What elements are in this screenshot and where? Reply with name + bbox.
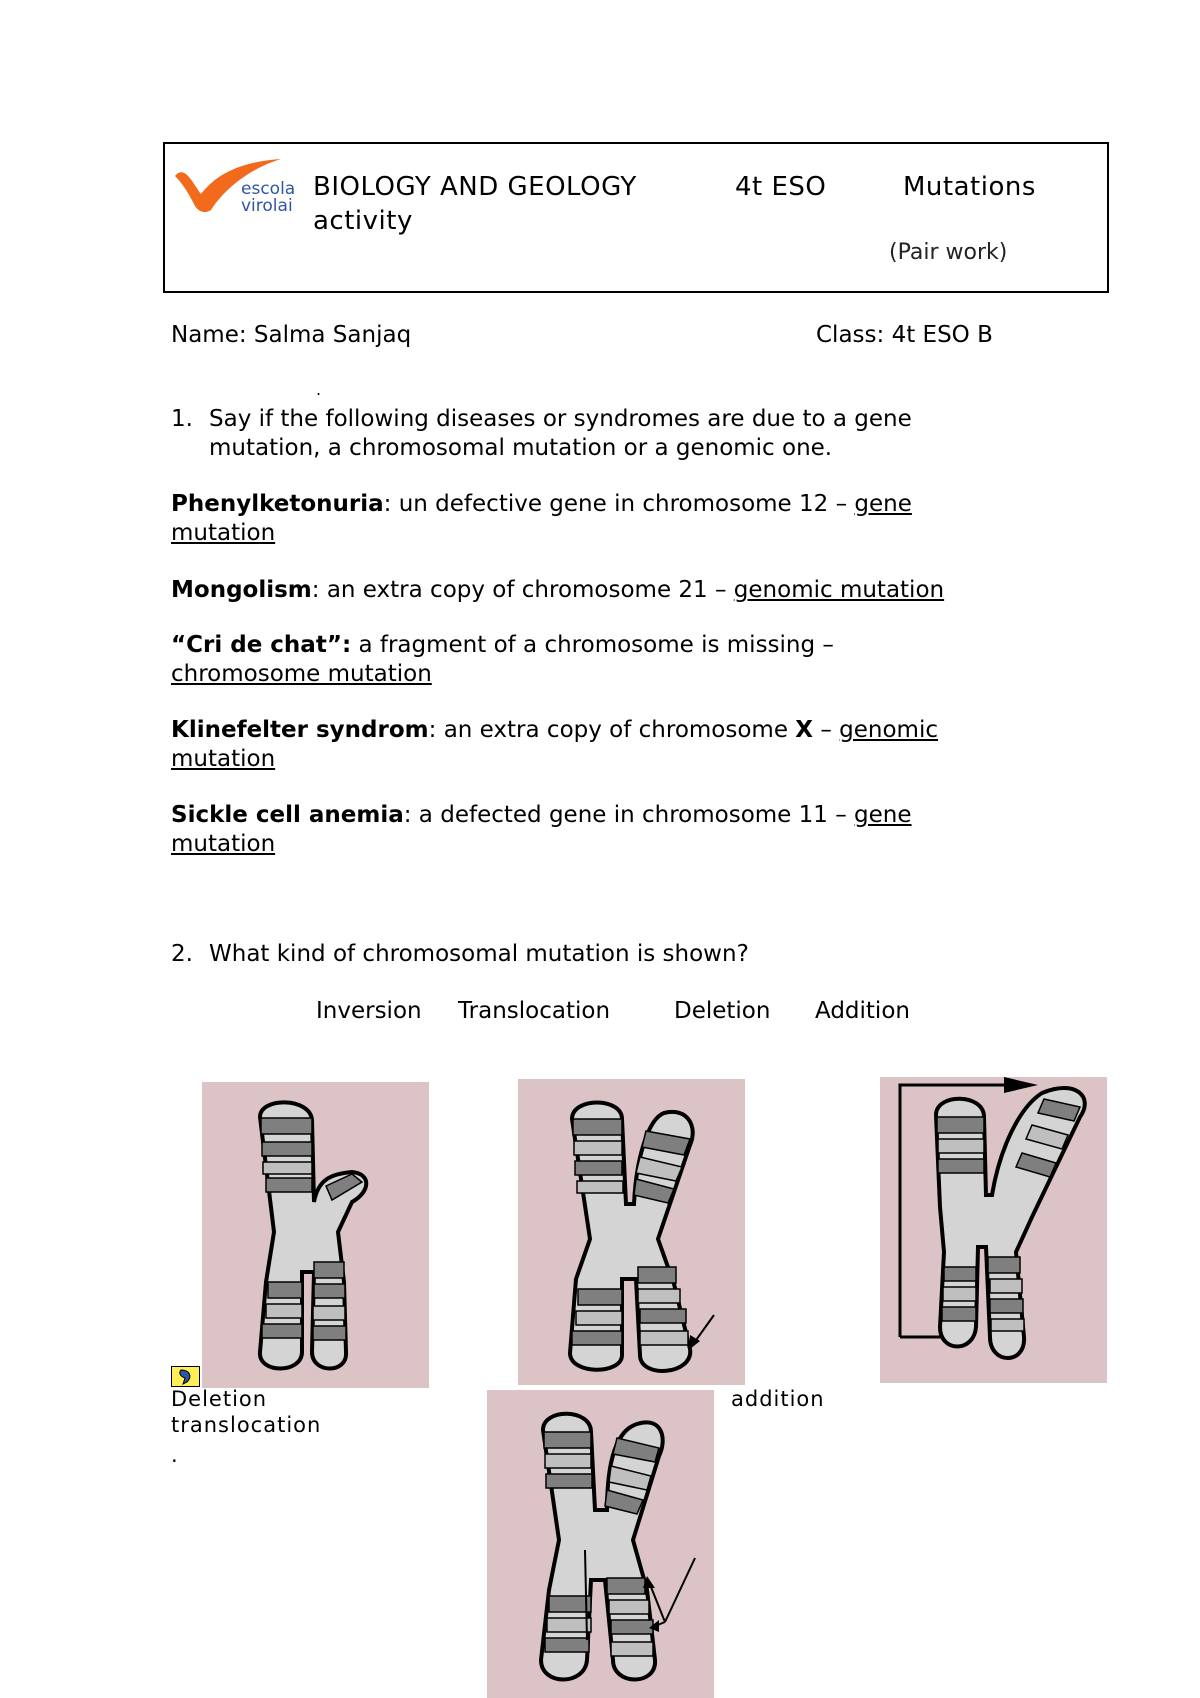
disease-cri-de-chat (171, 631, 1011, 689)
option-inversion: Inversion (316, 998, 422, 1024)
disease-desc: : un defective gene in chromosome 12 – (383, 491, 855, 517)
chromosome-deletion-figure (202, 1082, 429, 1388)
chromosome-image-deletion (202, 1082, 429, 1388)
q2-number: 2. (171, 941, 193, 967)
chromosome-image-translocation-2 (487, 1390, 714, 1698)
option-deletion: Deletion (674, 998, 771, 1024)
disease-answer: gene (854, 491, 912, 517)
logo-text-2: virolai (241, 196, 293, 216)
q2-text: What kind of chromosomal mutation is shown? (209, 941, 749, 967)
subject-title: BIOLOGY AND GEOLOGY (313, 172, 637, 202)
disease-answer: genomic (839, 717, 938, 743)
option-translocation: Translocation (458, 998, 611, 1024)
disease-answer: gene (854, 802, 912, 828)
disease-answer: chromosome mutation (171, 661, 432, 687)
option-addition: Addition (815, 998, 910, 1024)
disease-desc-2: – (813, 717, 840, 743)
chromosome-x: X (795, 717, 814, 743)
activity-label: activity (313, 206, 413, 236)
disease-answer: genomic mutation (733, 577, 945, 603)
comment-icon[interactable] (171, 1366, 200, 1387)
disease-name: “Cri de chat”: (171, 632, 352, 658)
course-label: 4t ESO (735, 172, 827, 202)
chromosome-image-addition (880, 1077, 1107, 1383)
disease-desc: : an extra copy of chromosome 21 – (311, 577, 734, 603)
chromosome-addition-figure (880, 1077, 1107, 1383)
answer-deletion: Deletion (171, 1387, 268, 1411)
school-logo (171, 154, 301, 218)
disease-name: Mongolism (171, 577, 312, 603)
disease-mongolism (171, 576, 1011, 605)
disease-name: Sickle cell anemia (171, 802, 404, 828)
student-name: Name: Salma Sanjaq (171, 322, 412, 348)
disease-klinefelter (171, 716, 1011, 774)
dot-mark: . (316, 380, 322, 399)
disease-desc: a fragment of a chromosome is missing – (351, 632, 834, 658)
topic-title: Mutations (903, 172, 1036, 202)
disease-name: Klinefelter syndrom (171, 717, 429, 743)
answer-translocation: translocation (171, 1413, 322, 1437)
q1-line1: Say if the following diseases or syndromes are due to a gene (209, 406, 912, 432)
header-box (163, 142, 1109, 293)
chromosome-image-translocation (518, 1079, 745, 1385)
q1-number: 1. (171, 406, 193, 432)
disease-answer-cont: mutation (171, 520, 276, 546)
chromosome-translocation-figure (518, 1079, 745, 1385)
q1-line2: mutation, a chromosomal mutation or a genomic one. (209, 435, 833, 461)
disease-desc: : a defected gene in chromosome 11 – (403, 802, 855, 828)
answer-addition: addition (731, 1387, 825, 1411)
disease-answer-cont: mutation (171, 746, 276, 772)
logo-text-1: escola (241, 179, 296, 199)
disease-phenylketonuria (171, 490, 1011, 548)
chromosome-translocation-2-figure (487, 1390, 714, 1698)
disease-name: Phenylketonuria (171, 491, 384, 517)
disease-answer-cont: mutation (171, 831, 276, 857)
disease-sickle-cell (171, 801, 1011, 859)
pair-work-label: (Pair work) (889, 240, 1008, 265)
answer-dot: . (171, 1443, 179, 1467)
disease-desc: : an extra copy of chromosome (428, 717, 796, 743)
student-class: Class: 4t ESO B (816, 322, 993, 348)
